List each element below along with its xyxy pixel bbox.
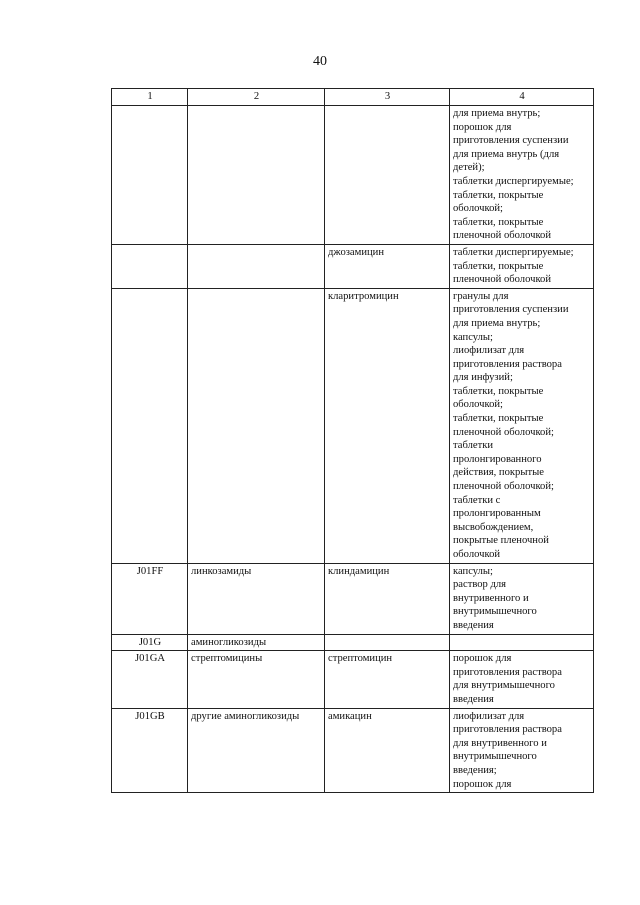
dosage-form-line: таблетки, покрытые [453, 189, 544, 201]
dosage-form-line: приготовления суспензии [453, 135, 569, 147]
dosage-form-line: приготовления раствора [453, 666, 562, 678]
atc-code-cell: J01GB [112, 708, 188, 793]
dosage-forms-cell [450, 106, 594, 245]
dosage-form-line: для внутривенного и [453, 737, 547, 749]
dosage-form-line: оболочкой; [453, 203, 503, 215]
dosage-form-line: лиофилизат для [453, 345, 525, 357]
dosage-form-line: пролонгированного [453, 453, 542, 465]
group-name-cell: другие аминогликозиды [188, 708, 325, 793]
group-name-cell: аминогликозиды [188, 634, 325, 651]
table-row [112, 106, 594, 245]
dosage-form-line: порошок для [453, 121, 512, 133]
dosage-form-line: действия, покрытые [453, 467, 544, 479]
dosage-form-line: таблетки [453, 440, 494, 452]
atc-code-cell: J01G [112, 634, 188, 651]
drug-name-cell [325, 106, 450, 245]
drug-name-cell: джозамицин [325, 244, 450, 288]
dosage-forms-cell [450, 708, 594, 793]
page-number: 40 [313, 54, 327, 69]
drug-name-cell: клиндамицин [325, 563, 450, 634]
table-row [112, 651, 594, 708]
drug-name-cell: стрептомицин [325, 651, 450, 708]
drug-name-cell: кларитромицин [325, 288, 450, 563]
dosage-form-line: гранулы для [453, 290, 509, 302]
group-name-cell [188, 288, 325, 563]
dosage-form-line: пленочной оболочкой; [453, 426, 554, 438]
dosage-form-line: таблетки диспергируемые; [453, 175, 574, 187]
dosage-form-line: для внутримышечного [453, 680, 555, 692]
column-header: 4 [450, 89, 594, 106]
dosage-form-line: для инфузий; [453, 372, 513, 384]
dosage-form-line: покрытые пленочной [453, 535, 549, 547]
column-header: 1 [112, 89, 188, 106]
table-body [112, 106, 594, 793]
group-name-cell: стрептомицины [188, 651, 325, 708]
dosage-form-line: внутримышечного [453, 751, 537, 763]
dosage-form-line: капсулы; [453, 565, 493, 577]
column-header: 2 [188, 89, 325, 106]
dosage-form-line: детей); [453, 162, 485, 174]
dosage-form-line: раствор для [453, 579, 507, 591]
drug-name-cell [325, 634, 450, 651]
dosage-form-line: порошок для [453, 778, 512, 790]
dosage-form-line: порошок для [453, 653, 512, 665]
dosage-form-line: таблетки диспергируемые; [453, 246, 574, 258]
group-name-cell: линкозамиды [188, 563, 325, 634]
table-row [112, 708, 594, 793]
dosage-form-line: таблетки, покрытые [453, 216, 544, 228]
dosage-form-line: пленочной оболочкой [453, 274, 552, 286]
dosage-form-line: приготовления раствора [453, 724, 562, 736]
dosage-form-line: введения [453, 693, 494, 705]
column-header-row [112, 89, 594, 106]
column-header: 3 [325, 89, 450, 106]
atc-code-cell [112, 244, 188, 288]
dosage-forms-cell [450, 651, 594, 708]
drug-name-cell: амикацин [325, 708, 450, 793]
dosage-forms-cell [450, 244, 594, 288]
dosage-form-line: пленочной оболочкой [453, 230, 552, 242]
dosage-form-line: для приема внутрь; [453, 108, 541, 119]
dosage-form-line: таблетки, покрытые [453, 260, 544, 272]
dosage-form-line: таблетки, покрытые [453, 385, 544, 397]
medication-table [111, 88, 594, 793]
dosage-form-line: внутримышечного [453, 606, 537, 618]
dosage-form-line: приготовления суспензии [453, 304, 569, 316]
dosage-form-line: введения; [453, 764, 497, 776]
dosage-form-line: оболочкой [453, 549, 501, 560]
dosage-form-line: приготовления раствора [453, 358, 562, 370]
dosage-form-line: пролонгированным [453, 508, 541, 520]
group-name-cell [188, 106, 325, 245]
dosage-forms-cell [450, 634, 594, 651]
dosage-form-line: таблетки с [453, 494, 501, 506]
dosage-form-line: для приема внутрь (для [453, 148, 560, 160]
table-row [112, 563, 594, 634]
dosage-form-line: капсулы; [453, 331, 493, 343]
table-row [112, 288, 594, 563]
dosage-forms-cell [450, 288, 594, 563]
dosage-form-line: введения [453, 619, 494, 631]
dosage-form-line: оболочкой; [453, 399, 503, 411]
dosage-form-line: пленочной оболочкой; [453, 481, 554, 493]
table-row [112, 244, 594, 288]
dosage-forms-cell [450, 563, 594, 634]
dosage-form-line: лиофилизат для [453, 710, 525, 722]
atc-code-cell: J01GA [112, 651, 188, 708]
atc-code-cell: J01FF [112, 563, 188, 634]
dosage-form-line: внутривенного и [453, 592, 529, 604]
dosage-form-line: высвобождением, [453, 521, 534, 533]
atc-code-cell [112, 106, 188, 245]
table-row [112, 634, 594, 651]
atc-code-cell [112, 288, 188, 563]
dosage-form-line: для приема внутрь; [453, 317, 541, 329]
group-name-cell [188, 244, 325, 288]
dosage-form-line: таблетки, покрытые [453, 413, 544, 425]
